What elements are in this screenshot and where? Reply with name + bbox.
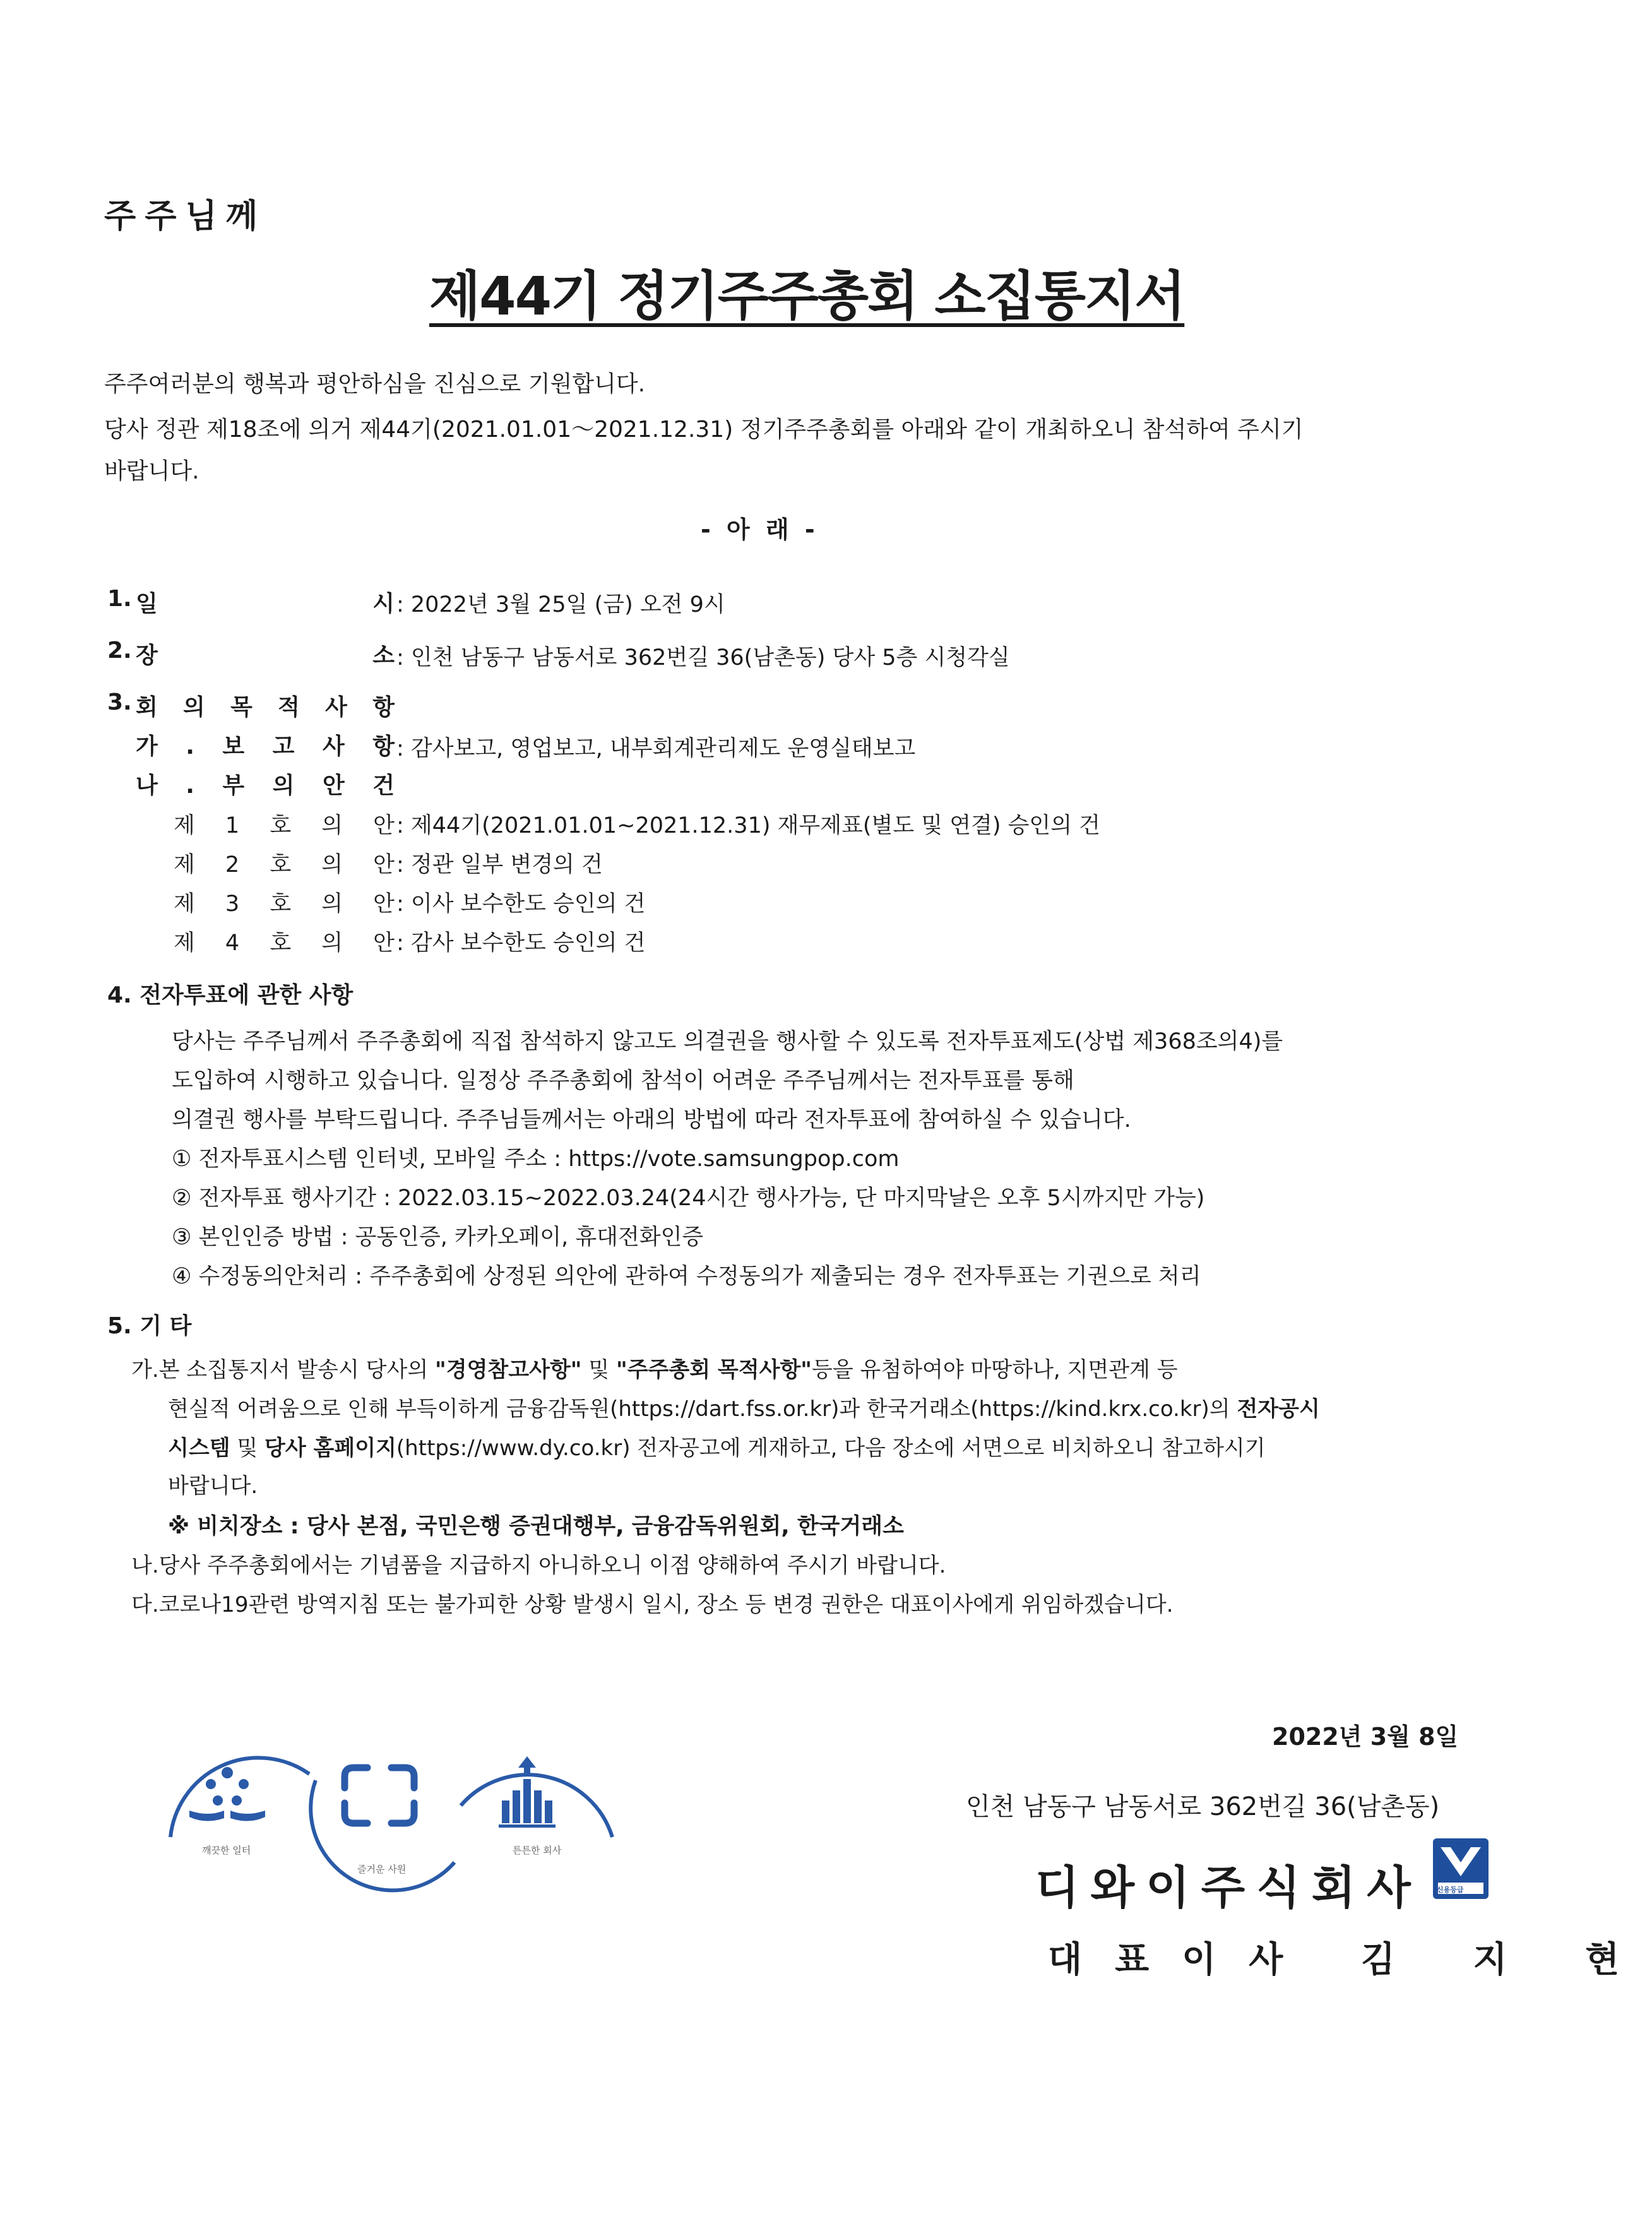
company-values-logos [158, 1742, 625, 1907]
agenda-3-value: : 이사 보수한도 승인의 건 [396, 891, 646, 917]
etc-heading: 5. 기 타 [107, 1313, 192, 1339]
evote-bullet-1: ① 전자투표시스템 인터넷, 모바일 주소 : https://vote.samsungpop.com [172, 1146, 900, 1172]
report-value: : 감사보고, 영업보고, 내부회계관리제도 운영실태보고 [396, 736, 916, 761]
evote-bullet-2: ② 전자투표 행사기간 : 2022.03.15~2022.03.24(24시간 행사가능, 단 마지막날은 오후 5시까지만 가능) [172, 1186, 1205, 1211]
evote-bullet-3: ③ 본인인증 방법 : 공동인증, 카카오페이, 휴대전화인증 [172, 1225, 704, 1250]
evote-para-3: 의결권 행사를 부탁드립니다. 주주님들께서는 아래의 방법에 따라 전자투표에 참여하실 수 있습니다. [172, 1107, 1131, 1133]
item-3-num: 3. [107, 689, 132, 715]
page-title: 제44기 정기주주총회 소집통지서 [429, 265, 1185, 327]
item-2-value: : 인천 남동구 남동서로 362번길 36(남촌동) 당사 5층 시청각실 [396, 645, 1010, 670]
intro-line-1: 주주여러분의 행복과 평안하심을 진심으로 기원합니다. [104, 371, 646, 397]
logo-label-2: 즐거운 사원 [357, 1864, 407, 1875]
etc-da: 다.코로나19관련 방역지침 또는 불가피한 상황 발생시 일시, 장소 등 변경 권한은 대표이사에게 위임하겠습니다. [131, 1592, 1174, 1617]
etc-na: 나.당사 주주총회에서는 기념품을 지급하지 아니하오니 이점 양해하여 주시기 바랍니다. [131, 1553, 946, 1578]
item-2-num: 2. [107, 638, 132, 664]
addressee: 주주님께 [104, 198, 266, 235]
company-address: 인천 남동구 남동서로 362번길 36(남촌동) [966, 1792, 1440, 1821]
evote-bullet-4: ④ 수정동의안처리 : 주주총회에 상정된 의안에 관하여 수정동의가 제출되는 경우 전자투표는 기권으로 처리 [172, 1264, 1201, 1289]
intro-line-3: 바랍니다. [104, 458, 199, 484]
etc-ga-line-4: 바랍니다. [168, 1473, 258, 1499]
clean-workplace-icon [189, 1767, 265, 1821]
etc-ga-line-1: 가.본 소집통지서 발송시 당사의 "경영참고사항" 및 "주주총회 목적사항"등을 유첨하여야 마땅하나, 지면관계 등 [131, 1357, 1178, 1383]
logo-label-1: 깨끗한 일터 [202, 1845, 251, 1856]
item-3-label: 회 의 목 적 사 항 [136, 694, 395, 720]
agenda-1-label: 제 1 호 의 안 [174, 813, 395, 838]
resolution-label: 나 . 부 의 안 건 [136, 773, 395, 799]
etc-note: ※ 비치장소 : 당사 본점, 국민은행 증권대행부, 금융감독위원회, 한국거래소 [168, 1514, 904, 1539]
item-1-label: 일 시 [136, 591, 395, 617]
agenda-1-value: : 제44기(2021.01.01~2021.12.31) 재무제표(별도 및 연결) 승인의 건 [396, 813, 1100, 838]
ceo-signature: 대표이사 김 지 현 [1048, 1939, 1652, 1980]
center-mark: - 아 래 - [701, 516, 819, 544]
logo-label-3: 튼튼한 회사 [513, 1845, 562, 1856]
item-2-label: 장 소 [136, 643, 395, 669]
strong-company-icon [499, 1756, 556, 1828]
agenda-2-value: : 정관 일부 변경의 건 [396, 852, 603, 878]
issue-date: 2022년 3월 8일 [1272, 1723, 1459, 1751]
agenda-3-label: 제 3 호 의 안 [174, 891, 395, 917]
badge-text: 신용등급 [1437, 1886, 1464, 1894]
etc-ga-line-3: 시스템 및 당사 홈페이지(https://www.dy.co.kr) 전자공고에 게재하고, 다음 장소에 서면으로 비치하오니 참고하시기 [168, 1436, 1266, 1461]
agenda-4-label: 제 4 호 의 안 [174, 931, 395, 956]
intro-line-2: 당사 정관 제18조에 의거 제44기(2021.01.01～2021.12.31) 정기주주총회를 아래와 같이 개최하오니 참석하여 주시기 [104, 417, 1304, 443]
evote-heading: 4. 전자투표에 관한 사항 [107, 982, 354, 1008]
company-name: 디와이주식회사 [1035, 1861, 1422, 1914]
evote-para-2: 도입하여 시행하고 있습니다. 일정상 주주총회에 참석이 어려운 주주님께서는 전자투표를 통해 [172, 1068, 1074, 1093]
item-1-num: 1. [107, 586, 132, 612]
etc-ga-line-2: 현실적 어려움으로 인해 부득이하게 금융감독원(https://dart.fss.or.kr)과 한국거래소(https://kind.krx.co.kr)의 전자공시 [168, 1396, 1320, 1422]
agenda-4-value: : 감사 보수한도 승인의 건 [396, 931, 646, 956]
item-1-value: : 2022년 3월 25일 (금) 오전 9시 [396, 592, 725, 617]
report-label: 가 . 보 고 사 항 [136, 734, 395, 759]
happy-employees-icon [345, 1768, 414, 1823]
agenda-2-label: 제 2 호 의 안 [174, 852, 395, 878]
evote-para-1: 당사는 주주님께서 주주총회에 직접 참석하지 않고도 의결권을 행사할 수 있도록 전자투표제도(상법 제368조의4)를 [172, 1029, 1283, 1054]
